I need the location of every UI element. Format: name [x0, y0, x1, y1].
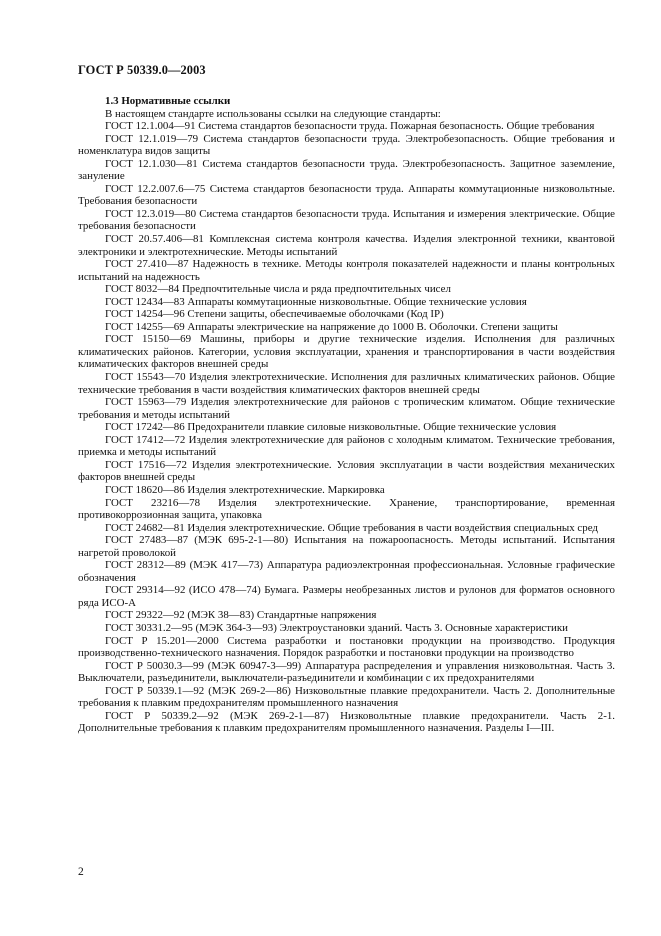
normative-references-list	[78, 120, 615, 735]
reference-item: ГОСТ Р 50030.3—99 (МЭК 60947-3—99) Аппаратура распределения и управления низковольтная. Часть 3. Выключатели, разъединители, выключатели-разъединители и комбинации с их предохранителями	[78, 659, 615, 685]
section-intro: В настоящем стандарте использованы ссылки на следующие стандарты:	[105, 107, 441, 120]
reference-item: ГОСТ 17516—72 Изделия электротехнические. Условия эксплуатации в части воздействия механических факторов внешней среды	[78, 458, 615, 484]
reference-item: ГОСТ Р 50339.1—92 (МЭК 269-2—86) Низковольтные плавкие предохранители. Часть 2. Дополнительные требования к плавким предохранителям промышленного назначения	[78, 684, 615, 710]
reference-item: ГОСТ 20.57.406—81 Комплексная система контроля качества. Изделия электронной техники, квантовой электроники и электротехнические. Методы испытаний	[78, 233, 615, 258]
reference-item: ГОСТ Р 15.201—2000 Система разработки и постановки продукции на производство. Продукция производственно-технического назначения. Порядок разработки и постановки продукции на производство	[78, 634, 615, 660]
reference-item: ГОСТ 30331.2—95 (МЭК 364-3—93) Электроустановки зданий. Часть 3. Основные характеристики	[105, 621, 568, 634]
reference-item: ГОСТ 17242—86 Предохранители плавкие силовые низковольтные. Общие технические условия	[105, 421, 557, 434]
reference-item: ГОСТ 15543—70 Изделия электротехнические. Исполнения для различных климатических районов. Общие технические требования в части воздействия климатических факторов внешней среды	[78, 371, 615, 396]
reference-item: ГОСТ 18620—86 Изделия электротехнические. Маркировка	[105, 483, 385, 496]
reference-item: ГОСТ 14255—69 Аппараты электрические на напряжение до 1000 В. Оболочки. Степени защиты	[105, 320, 558, 333]
reference-item: ГОСТ 17412—72 Изделия электротехнические для районов с холодным климатом. Технические требования, приемка и методы испытаний	[78, 433, 615, 459]
page-number: 2	[78, 866, 84, 878]
reference-item: ГОСТ 14254—96 Степени защиты, обеспечиваемые оболочками (Код IP)	[105, 308, 444, 321]
reference-item: ГОСТ 27483—87 (МЭК 695-2-1—80) Испытания на пожароопасность. Методы испытаний. Испытания нагретой проволокой	[78, 534, 615, 559]
reference-item: ГОСТ 23216—78 Изделия электротехнические. Хранение, транспортирование, временная противокоррозионная защита, упаковка	[78, 496, 615, 522]
reference-item: ГОСТ 12.1.019—79 Система стандартов безопасности труда. Электробезопасность. Общие требования и номенклатура видов защиты	[78, 132, 615, 158]
reference-item: ГОСТ 8032—84 Предпочтительные числа и ряда предпочтительных чисел	[105, 283, 451, 296]
document-code-header: ГОСТ Р 50339.0—2003	[78, 63, 206, 77]
section-title: 1.3 Нормативные ссылки	[105, 95, 231, 107]
reference-item: ГОСТ 29322—92 (МЭК 38—83) Стандартные напряжения	[105, 609, 377, 622]
page-content	[78, 95, 615, 735]
reference-item: ГОСТ Р 50339.2—92 (МЭК 269-2-1—87) Низковольтные плавкие предохранители. Часть 2-1. Дополнительные требования к плавким предохранителям промышленного назначения. Разделы I—III.	[78, 709, 615, 735]
reference-item: ГОСТ 12.2.007.6—75 Система стандартов безопасности труда. Аппараты коммутационные низковольтные. Требования безопасности	[78, 182, 615, 208]
reference-item: ГОСТ 15963—79 Изделия электротехнические для районов с тропическим климатом. Общие технические требования и методы испытаний	[78, 396, 615, 421]
reference-item: ГОСТ 28312—89 (МЭК 417—73) Аппаратура радиоэлектронная профессиональная. Условные графические обозначения	[78, 559, 615, 584]
reference-item: ГОСТ 24682—81 Изделия электротехнические. Общие требования в части воздействия специальных сред	[105, 521, 598, 534]
reference-item: ГОСТ 27.410—87 Надежность в технике. Методы контроля показателей надежности и планы контрольных испытаний на надежность	[78, 258, 615, 283]
reference-item: ГОСТ 12.3.019—80 Система стандартов безопасности труда. Испытания и измерения электрические. Общие требования безопасности	[78, 207, 615, 233]
reference-item: ГОСТ 29314—92 (ИСО 478—74) Бумага. Размеры необрезанных листов и рулонов для форматов основного ряда ИСО-А	[78, 584, 615, 609]
reference-item: ГОСТ 12.1.030—81 Система стандартов безопасности труда. Электробезопасность. Защитное заземление, зануление	[78, 157, 615, 183]
reference-item: ГОСТ 12.1.004—91 Система стандартов безопасности труда. Пожарная безопасность. Общие требования	[105, 120, 595, 133]
reference-item: ГОСТ 12434—83 Аппараты коммутационные низковольтные. Общие технические условия	[105, 295, 527, 308]
reference-item: ГОСТ 15150—69 Машины, приборы и другие технические изделия. Исполнения для различных климатических районов. Категории, условия эксплуатации, хранения и транспортирования в части воздействия климатических факторов внешней среды	[78, 333, 615, 371]
